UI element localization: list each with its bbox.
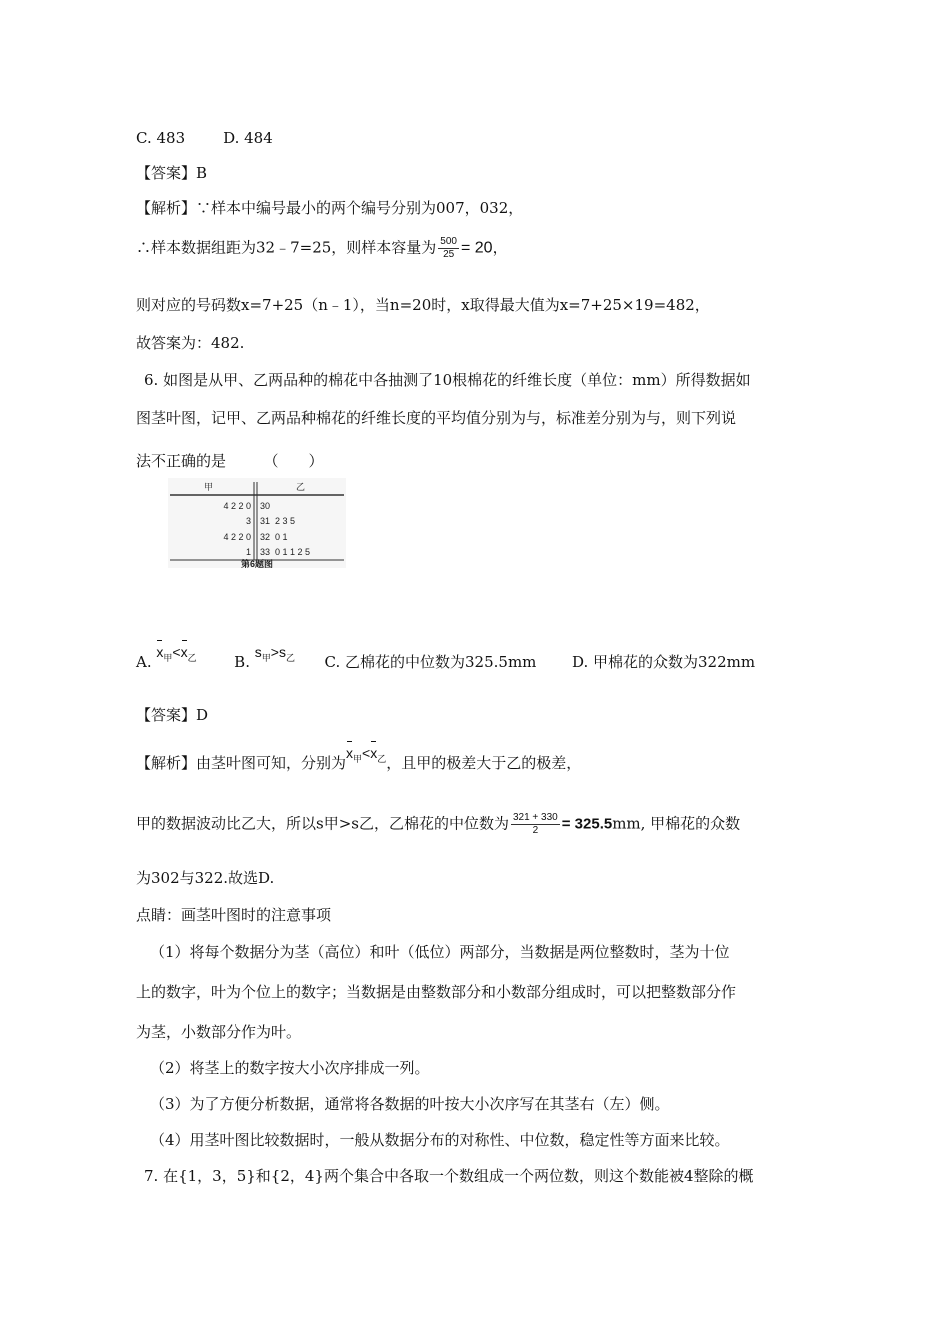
leaf-right-row-3: 0 1 bbox=[275, 532, 288, 542]
q6-fraction bbox=[511, 812, 560, 837]
q5-analysis-3: 则对应的号码数x=7+25（n﹣1），当n=20时，x取得最大值为x=7+25×19=482， bbox=[136, 296, 710, 314]
note-title: 点睛：画茎叶图时的注意事项 bbox=[136, 906, 332, 924]
xbar-yi: x bbox=[180, 644, 188, 660]
leaf-right-row-2: 2 3 5 bbox=[275, 516, 296, 526]
leaf-left-row-3: 4 2 2 0 bbox=[223, 532, 251, 542]
q5-fraction-numerator: 500 bbox=[440, 236, 457, 247]
q5-options-line bbox=[136, 128, 273, 148]
stem-row-3: 32 bbox=[260, 532, 271, 542]
q6-fraction-numerator: 321 + 330 bbox=[512, 812, 558, 823]
stem-row-2: 31 bbox=[260, 516, 271, 526]
stem-row-1: 30 bbox=[260, 501, 271, 511]
q6-analysis-2 bbox=[136, 812, 740, 837]
q5-analysis-2-text: ∴样本数据组距为32﹣7=25，则样本容量为 bbox=[136, 238, 437, 257]
q5-fraction-denominator: 25 bbox=[438, 248, 459, 261]
q6-option-b-label: B. bbox=[234, 653, 250, 671]
s-sub-yi: 乙 bbox=[285, 654, 295, 664]
q5-option-c: C. 483 bbox=[136, 129, 186, 147]
analysis-sub-jia: 甲 bbox=[353, 755, 363, 765]
q6-stem-2: 图茎叶图，记甲、乙两品种棉花的纤维长度的平均值分别为与，标准差分别为与，则下列说 bbox=[136, 409, 737, 427]
q6-analysis-1-end: ，且甲的极差大于乙的极差， bbox=[386, 754, 582, 772]
greater-than: > bbox=[270, 644, 279, 660]
note-1-line-3: 为茎，小数部分作为叶。 bbox=[136, 1023, 302, 1041]
q6-fraction-denominator: 2 bbox=[511, 824, 560, 837]
q6-option-c: C. 乙棉花的中位数为325.5mm bbox=[324, 653, 537, 671]
q5-analysis-2-end: ， bbox=[492, 238, 508, 257]
analysis-xbar-jia: x bbox=[346, 745, 354, 761]
q5-answer: 【答案】B bbox=[136, 164, 208, 182]
leaf-left-row-1: 4 2 2 0 bbox=[223, 501, 251, 511]
s-jia: s bbox=[254, 644, 262, 660]
q7-stem-1: 7. 在{1，3，5}和{2，4}两个集合中各取一个数组成一个两位数，则这个数能被4整除的概 bbox=[144, 1167, 754, 1185]
leaf-left-row-2: 3 bbox=[245, 516, 251, 526]
note-4: （4）用茎叶图比较数据时，一般从数据分布的对称性、中位数，稳定性等方面来比较。 bbox=[150, 1131, 730, 1149]
q6-option-b-formula bbox=[254, 643, 300, 664]
q6-stem-1: 6. 如图是从甲、乙两品种的棉花中各抽测了10根棉花的纤维长度（单位：mm）所得数据如 bbox=[144, 371, 751, 389]
q5-analysis-2 bbox=[136, 236, 508, 261]
header-right: 乙 bbox=[296, 482, 306, 492]
q5-analysis-1: 【解析】∵样本中编号最小的两个编号分别为007，032， bbox=[136, 199, 524, 217]
analysis-less-than: < bbox=[362, 745, 371, 761]
q5-analysis-4: 故答案为：482. bbox=[136, 334, 245, 352]
q6-stem-3: 法不正确的是 （ ） bbox=[136, 452, 324, 470]
q6-option-d: D. 甲棉花的众数为322mm bbox=[571, 653, 756, 671]
q6-analysis-3: 为302与322.故选D. bbox=[136, 869, 275, 887]
q6-answer: 【答案】D bbox=[136, 706, 209, 724]
sub-yi: 乙 bbox=[187, 654, 197, 664]
q6-option-a-label: A. bbox=[136, 653, 152, 671]
sub-jia: 甲 bbox=[163, 654, 173, 664]
figure-caption: 第6题图 bbox=[240, 559, 274, 568]
q6-options-line bbox=[136, 644, 756, 679]
stem-leaf-figure bbox=[168, 478, 346, 568]
q6-fraction-result: = 325.5 bbox=[561, 815, 613, 833]
q6-analysis-1-formula bbox=[346, 744, 387, 765]
note-3: （3）为了方便分析数据，通常将各数据的叶按大小次序写在其茎右（左）侧。 bbox=[150, 1095, 670, 1113]
leaf-left-row-4: 1 bbox=[245, 547, 251, 557]
note-1-line-2: 上的数字，叶为个位上的数字；当数据是由整数部分和小数部分组成时，可以把整数部分作 bbox=[136, 983, 737, 1001]
xbar-jia: x bbox=[156, 644, 164, 660]
q5-fraction-result: = 20 bbox=[460, 239, 493, 257]
q6-option-a-formula bbox=[156, 643, 201, 664]
q6-analysis-2-text: 甲的数据波动比乙大，所以s甲>s乙，乙棉花的中位数为 bbox=[136, 814, 509, 833]
q5-option-d: D. 484 bbox=[223, 129, 273, 147]
s-yi: s bbox=[278, 644, 286, 660]
q6-analysis-1-text: 【解析】由茎叶图可知，分别为 bbox=[136, 754, 347, 772]
analysis-sub-yi: 乙 bbox=[377, 755, 387, 765]
less-than: < bbox=[172, 644, 181, 660]
q5-fraction bbox=[438, 236, 459, 261]
note-2: （2）将茎上的数字按大小次序排成一列。 bbox=[150, 1059, 430, 1077]
note-1-line-1: （1）将每个数据分为茎（高位）和叶（低位）两部分，当数据是两位整数时，茎为十位 bbox=[150, 943, 730, 961]
s-sub-jia: 甲 bbox=[261, 654, 271, 664]
leaf-right-row-4: 0 1 1 2 5 bbox=[275, 547, 311, 557]
stem-row-4: 33 bbox=[260, 547, 271, 557]
analysis-xbar-yi: x bbox=[370, 745, 378, 761]
q6-analysis-2-end: mm, 甲棉花的众数 bbox=[612, 814, 741, 833]
q6-analysis-1 bbox=[136, 745, 582, 780]
header-left: 甲 bbox=[204, 482, 214, 492]
stem-leaf-svg bbox=[168, 478, 346, 568]
